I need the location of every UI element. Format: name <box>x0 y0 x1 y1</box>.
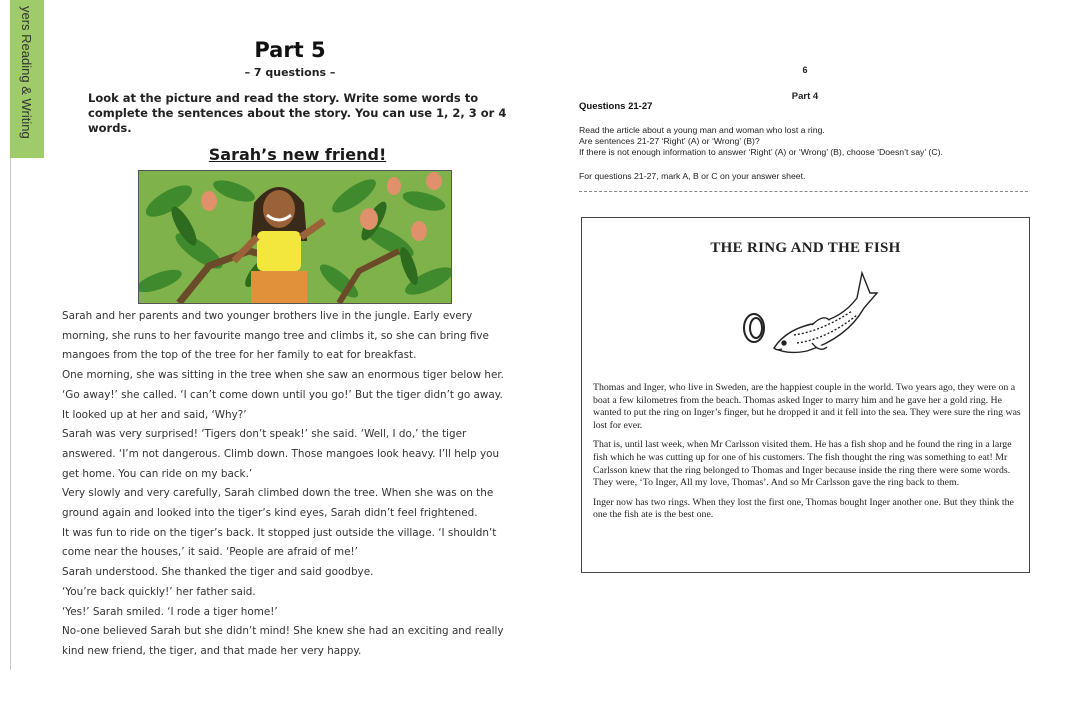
section-tab-label: yers Reading & Writing <box>19 6 34 139</box>
article-title: THE RING AND THE FISH <box>710 240 901 256</box>
story-paragraph: Sarah was very surprised! ‘Tigers don’t speak!’ she said. ‘Well, I do,’ the tiger answered. ‘I’m not dangerous. Climb down. Those mangoes look heavy. I’ll help you get home. You can ride on my back.’ <box>62 428 500 480</box>
story-paragraph: It was fun to ride on the tiger’s back. It stopped just outside the village. ‘I shouldn’t come near the houses,’ it said. ‘People are afraid of me!’ <box>62 526 497 559</box>
instruction-line: Read the article about a young man and woman who lost a ring. <box>579 125 825 135</box>
article-paragraph: Inger now has two rings. When they lost the first one, Thomas bought Inger another one. But they think the one the fish ate is the best one. <box>593 496 1014 521</box>
section-tab <box>10 0 44 158</box>
margin-rule <box>10 158 11 670</box>
story-paragraph: ‘You’re back quickly!’ her father said. <box>62 585 256 598</box>
part-label: Part 4 <box>791 91 819 102</box>
story-text <box>62 307 507 662</box>
story-illustration <box>138 170 452 304</box>
questions-label: Questions 21-27 <box>579 101 653 112</box>
part-title: Part 5 <box>254 38 326 62</box>
part-instructions: Look at the picture and read the story. Write some words to complete the sentences about the story. You can use 1, 2, 3 or 4 words. <box>88 91 507 135</box>
fish-icon <box>774 273 877 352</box>
article-box <box>581 217 1030 573</box>
story-paragraph: Sarah understood. She thanked the tiger and said goodbye. <box>62 566 374 579</box>
story-title: Sarah’s new friend! <box>208 145 387 164</box>
dashed-divider <box>579 191 1028 192</box>
page-number: 6 <box>802 65 808 75</box>
story-paragraph: Sarah and her parents and two younger brothers live in the jungle. Early every morning, she runs to her favourite mango tree and climbs it, so she can bring five mangoes from the top of the tree for her family to eat for breakfast. <box>62 310 489 362</box>
article-text <box>593 382 1023 529</box>
instruction-line: If there is not enough information to answer ‘Right’ (A) or ‘Wrong’ (B), choose ‘Doesn’t say’ (C). <box>579 147 943 157</box>
answer-sheet-instruction: For questions 21-27, mark A, B or C on your answer sheet. <box>579 171 806 181</box>
story-paragraph: One morning, she was sitting in the tree when she saw an enormous tiger below her. ‘Go away!’ she called. ‘I can’t come down until you go!’ But the tiger didn’t go away. It looked up at her and said, ‘Why?’ <box>62 369 504 421</box>
article-paragraph: That is, until last week, when Mr Carlsson visited them. He has a fish shop and he found the ring in a large fish which he was cutting up for one of his customers. The fish thought the ring was something to eat! Mr Carlsson knew that the ring belonged to Thomas and Inger because inside the ring there were some words. They were, ‘To Inger, All my love, Thomas’. And so Mr Carlsson gave the ring back to them. <box>593 439 1012 489</box>
story-paragraph: ‘Yes!’ Sarah smiled. ‘I rode a tiger home!’ <box>62 605 278 618</box>
ring-icon <box>744 314 764 342</box>
reading-instructions <box>579 125 1029 158</box>
instruction-line: Are sentences 21-27 ‘Right’ (A) or ‘Wrong’ (B)? <box>579 136 760 146</box>
article-paragraph: Thomas and Inger, who live in Sweden, are the happiest couple in the world. Two years ago, they were on a boat a few kilometres from the beach. Thomas asked Inger to marry him and he gave her a gold ring. He wanted to put the ring on Inger’s finger, but he dropped it and it fell into the sea. They were sure the ring was lost for ever. <box>593 382 1021 431</box>
fish-and-ring-illustration <box>732 263 882 363</box>
story-paragraph: No-one believed Sarah but she didn’t mind! She knew she had an exciting and really kind new friend, the tiger, and that made her very happy. <box>62 625 504 657</box>
question-count: – 7 questions – <box>244 66 336 79</box>
story-paragraph: Very slowly and very carefully, Sarah climbed down the tree. When she was on the ground again and looked into the tiger’s kind eyes, Sarah didn’t feel frightened. <box>62 487 494 520</box>
